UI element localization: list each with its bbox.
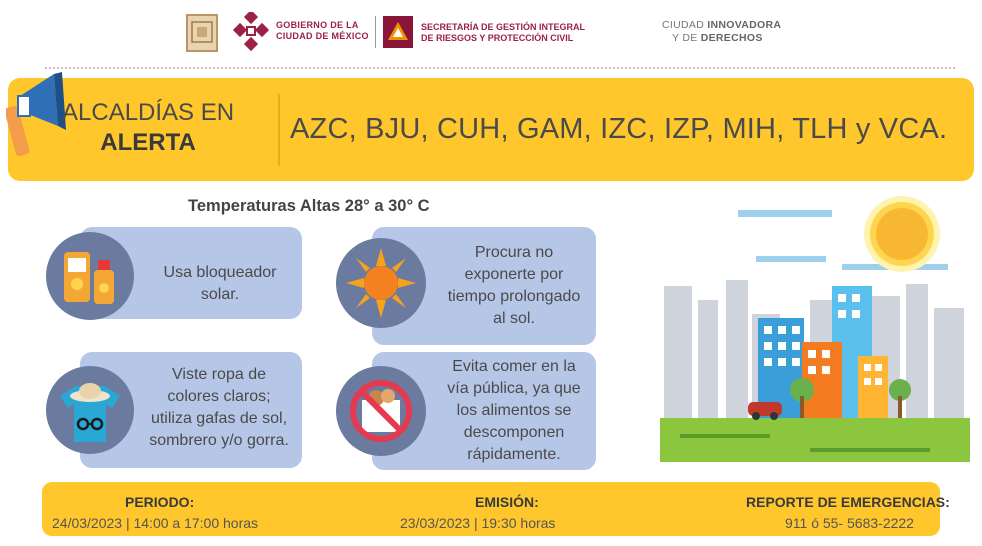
no-street-food-icon xyxy=(336,366,426,456)
sun-icon xyxy=(336,238,426,328)
city-illustration xyxy=(660,190,970,462)
sunscreen-icon xyxy=(46,232,134,320)
clothing-icon xyxy=(46,366,134,454)
banner-divider xyxy=(278,94,280,166)
alert-title: ALCALDÍAS EN ALERTA xyxy=(62,99,235,156)
coat-of-arms-logo xyxy=(186,14,218,52)
government-name: GOBIERNO DE LA CIUDAD DE MÉXICO xyxy=(276,20,369,41)
header-divider xyxy=(375,16,376,48)
alert-boroughs: AZC, BJU, CUH, GAM, IZC, IZP, MIH, TLH y VCA. xyxy=(290,113,948,145)
city-slogan: CIUDAD INNOVADORA Y DE DERECHOS xyxy=(662,19,782,44)
civil-protection-logo xyxy=(383,16,413,48)
emission-value: 23/03/2023 | 19:30 horas xyxy=(400,515,556,531)
tip-text-clothing: Viste ropa de colores claros; utiliza gafas de sol, sombrero y/o gorra. xyxy=(149,366,289,449)
agency-name: SECRETARÍA DE GESTIÓN INTEGRAL DE RIESGOS Y PROTECCIÓN CIVIL xyxy=(421,22,586,43)
emission-label: EMISIÓN: xyxy=(475,494,539,510)
tip-text-sunscreen: Usa bloqueador solar. xyxy=(163,264,277,303)
megaphone-icon xyxy=(6,66,66,156)
dotted-divider xyxy=(45,67,955,69)
emergency-label: REPORTE DE EMERGENCIAS: xyxy=(746,494,950,510)
tip-text-street-food: Evita comer en la vía pública, ya que los alimentos se descomponen rápidamente. xyxy=(447,358,581,463)
period-label: PERIODO: xyxy=(125,494,195,510)
emergency-phone[interactable]: 911 ó 55- 5683-2222 xyxy=(785,515,914,531)
period-value: 24/03/2023 | 14:00 a 17:00 horas xyxy=(52,515,259,531)
tip-text-sun: Procura no exponerte por tiempo prolongado al sol. xyxy=(447,244,581,327)
temperature-title: Temperaturas Altas 28° a 30° C xyxy=(188,197,430,215)
cdmx-logo xyxy=(232,12,270,52)
